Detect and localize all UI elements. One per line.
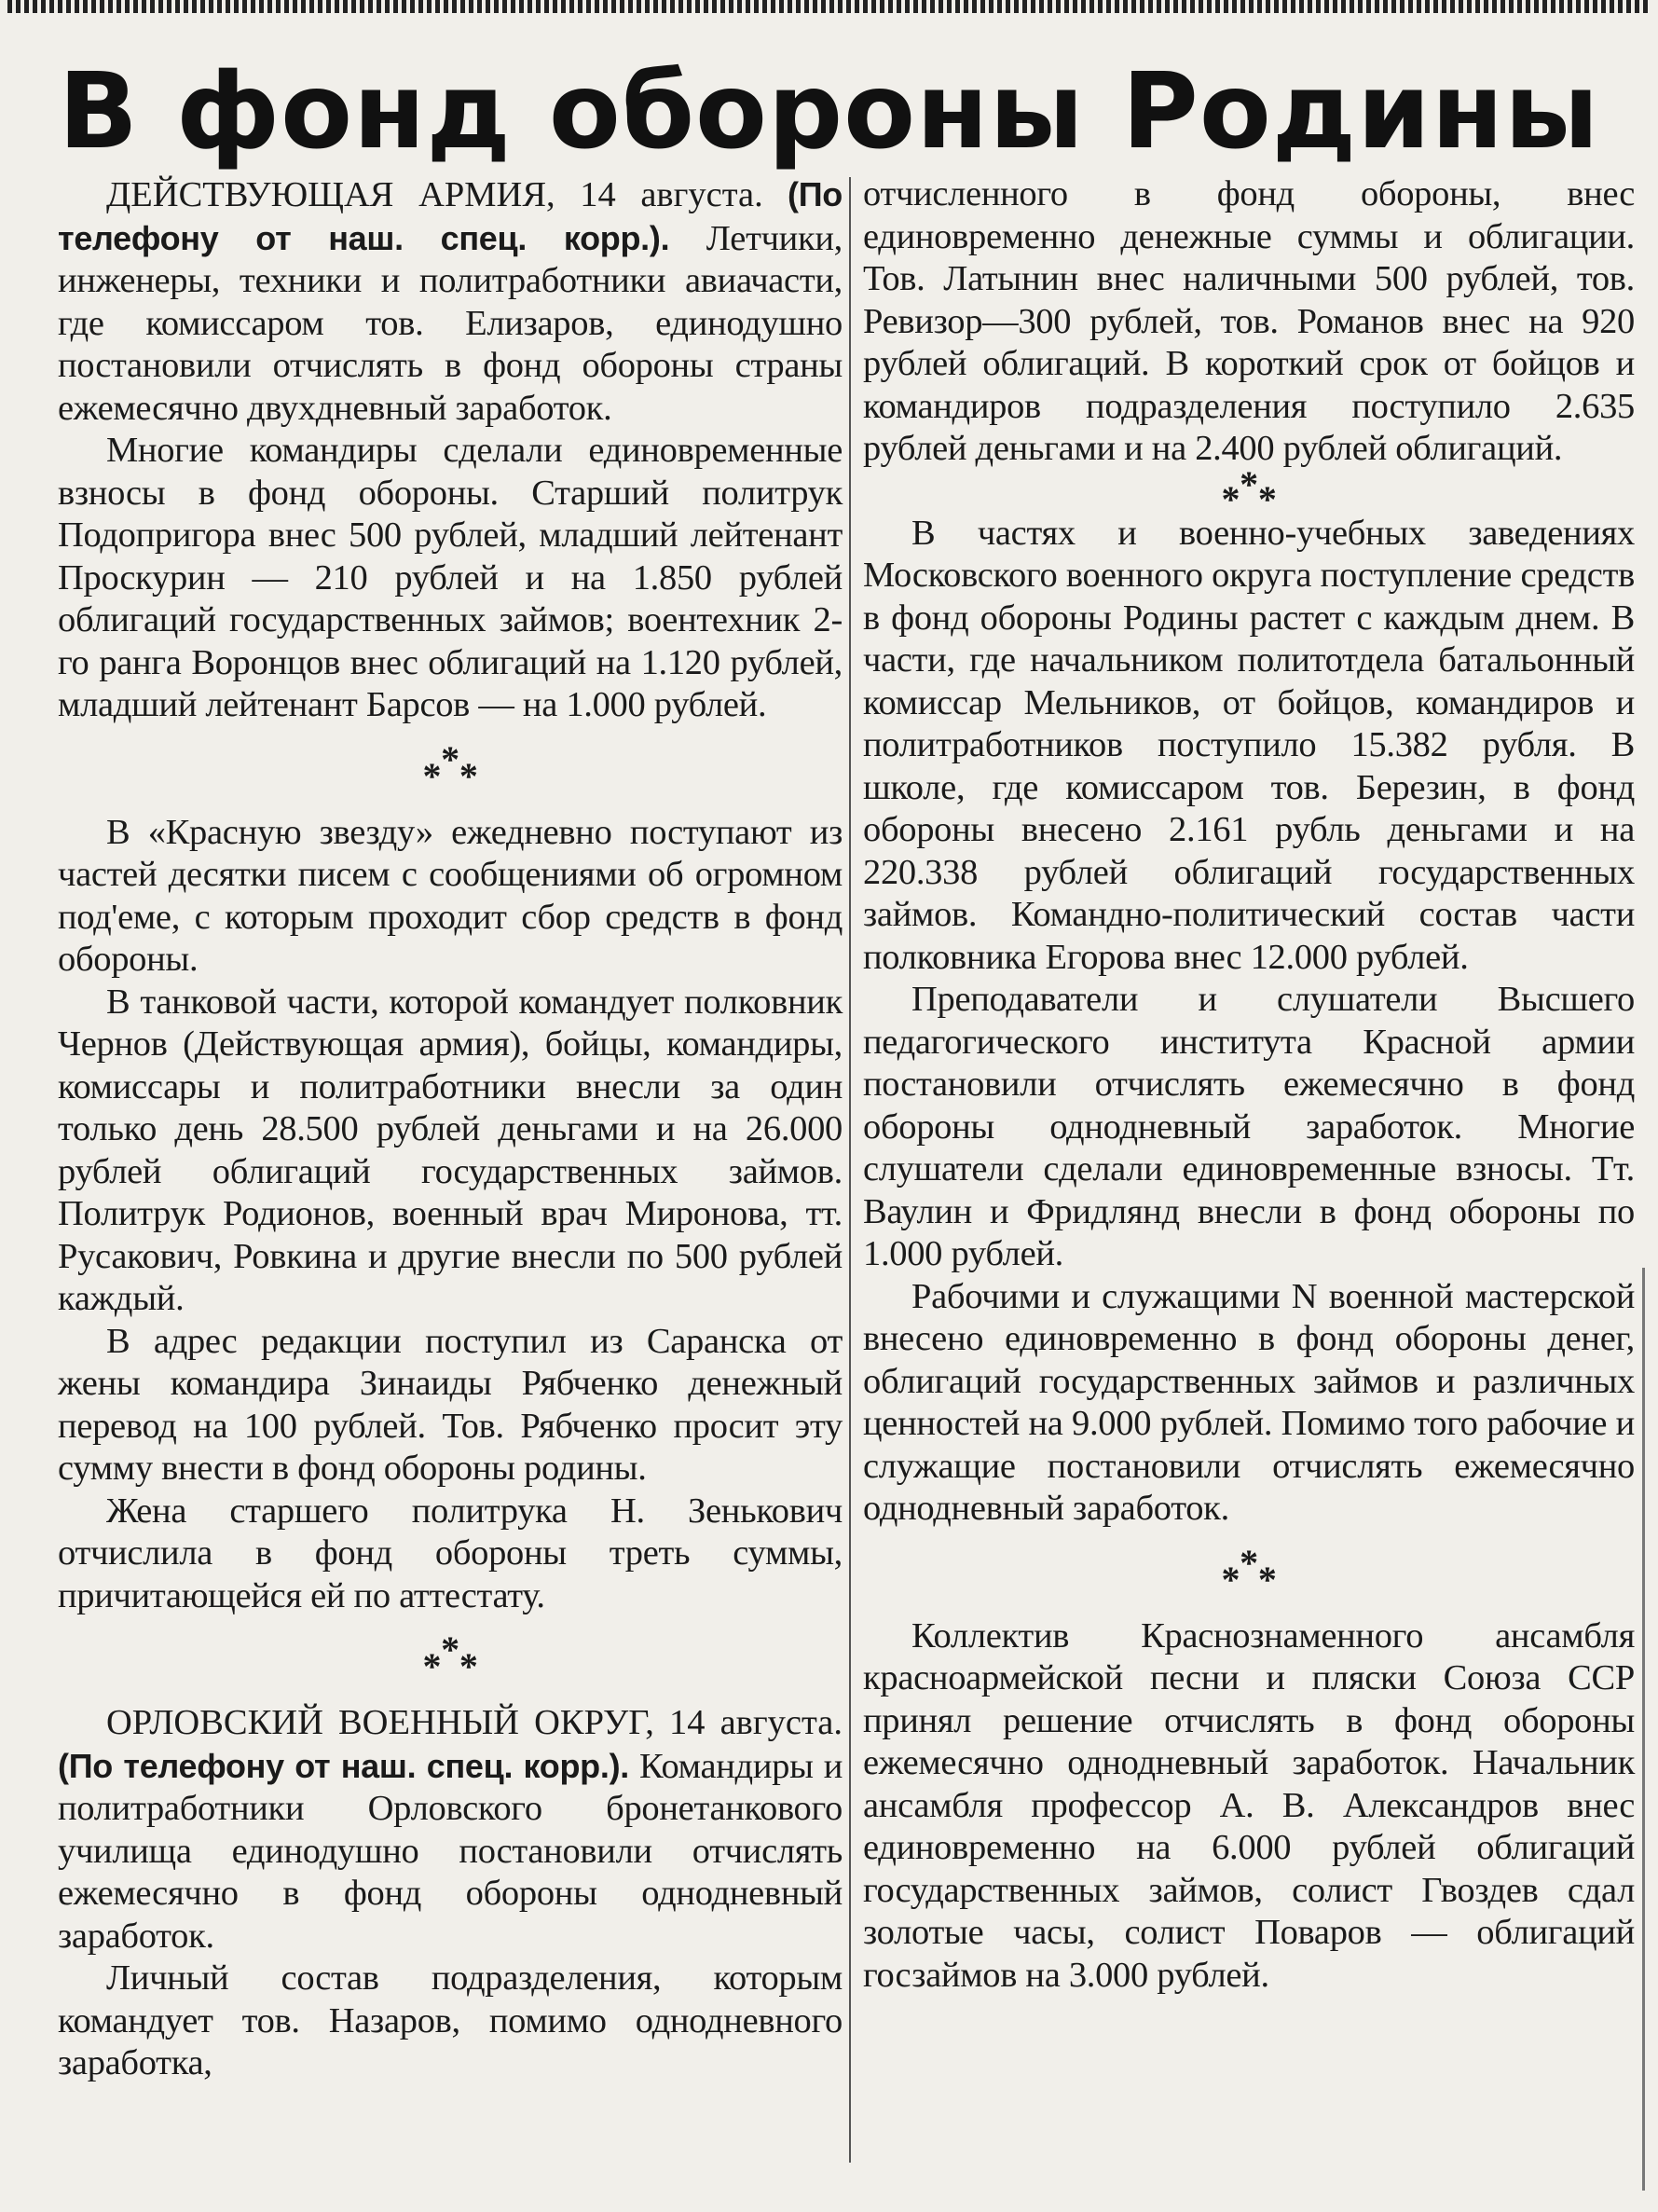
section-separator <box>863 1531 1635 1615</box>
separator-star: * <box>422 754 442 797</box>
dateline: ДЕЙСТВУЮЩАЯ АРМИЯ, 14 августа. <box>106 175 763 214</box>
separator-star: * <box>459 1645 478 1687</box>
paragraph-text: Командиры и политработники Орловского бронетанкового училища единодушно постановили отчислять ежемесячно в фонд обороны однодневный заработок. <box>58 1746 843 1956</box>
paragraph-nazarov-unit: Личный состав подразделения, которым командует тов. Назаров, помимо однодневного заработка, <box>58 1958 843 2082</box>
separator-star: * <box>441 737 459 780</box>
separator-star: * <box>459 754 478 797</box>
paragraph-nazarov-continued: отчисленного в фонд обороны, внес единовременно денежные суммы и облигации. Тов. Латынин внес наличными 500 рублей, тов. Ревизор—300 рублей, тов. Романов внес на 920 рублей облигаций. В короткий срок от бойцов и командиров подразделения поступило 2.635 рублей деньгами и на 2.400 рублей облигаций. <box>863 174 1635 468</box>
paragraph-letters: В «Красную звезду» ежедневно поступают из частей десятки писем с сообщениями об огромном под'еме, с которым проходит сбор средств в фонд обороны. <box>58 812 843 979</box>
separator-star: * <box>441 1628 459 1670</box>
right-edge-rule <box>1642 1268 1645 2191</box>
paragraph-moscow-district: В частях и военно-учебных заведениях Московского военного округа поступление средств в фонд обороны Родины растет с каждым днем. В части, где начальником политотдела батальонный комиссар Мельников, от бойцов, командиров и политработников поступило 15.382 рубля. В школе, где комиссаром тов. Березин, в фонд обороны внесено 2.161 рубль деньгами и на 220.338 рублей облигаций государственных займов. Командно-политический состав части полковника Егорова внес 12.000 рублей. <box>863 513 1635 977</box>
correspondent-credit: (По телефону от наш. спец. корр.). <box>58 175 843 257</box>
article-column-left <box>58 173 843 2085</box>
report-army-aviation <box>58 173 843 430</box>
dateline: ОРЛОВСКИЙ ВОЕННЫЙ ОКРУГ, 14 августа. <box>106 1703 843 1742</box>
paragraph-saransk-transfer: В адрес редакции поступил из Саранска от жены командира Зинаиды Рябченко денежный перевод на 100 рублей. Тов. Рябченко просит эту сумму внести в фонд обороны родины. <box>58 1321 843 1488</box>
separator-star: * <box>1257 477 1277 520</box>
column-divider <box>849 177 851 2163</box>
paragraph-military-workshop: Рабочими и служащими N военной мастерской внесено единовременно в фонд обороны денег, облигаций государственных займов и различных ценностей на 9.000 рублей. Помимо того рабочие и служащие постановили отчислять ежемесячно однодневный заработок. <box>863 1276 1635 1528</box>
paragraph-commanders-donations: Многие командиры сделали единовременные взносы в фонд обороны. Старший политрук Подопригора внес 500 рублей, младший лейтенант Проскурин — 210 рублей и на 1.850 рублей облигаций государственных займов; воентехник 2-го ранга Воронцов внес облигаций на 1.120 рублей, младший лейтенант Барсов — на 1.000 рублей. <box>58 431 843 724</box>
section-separator <box>58 727 843 812</box>
paragraph-tank-unit: В танковой части, которой командует полковник Чернов (Действующая армия), бойцы, командиры, комиссары и политработники внесли за один только день 28.500 рублей деньгами и на 26.000 рублей облигаций государственных займов. Политрук Родионов, военный врач Миронова, тт. Русакович, Ровкина и другие внесли по 500 рублей каждый. <box>58 982 843 1318</box>
separator-star: * <box>1240 462 1258 505</box>
article-column-right <box>863 173 1635 1997</box>
paragraph-song-ensemble: Коллектив Краснознаменного ансамбля красноармейской песни и пляски Союза ССР принял решение отчислять в фонд обороны ежемесячно однодневный заработок. Начальник ансамбля профессор А. В. Александров внес единовременно на 6.000 рублей облигаций государственных займов, солист Гвоздев сдал золотые часы, солист Поваров — облигаций госзаймов на 3.000 рублей. <box>863 1615 1635 1995</box>
paragraph-zenkovich: Жена старшего политрука Н. Зенькович отчислила в фонд обороны треть суммы, причитающейся ей по аттестату. <box>58 1491 843 1615</box>
page-headline: В фонд обороны Родины <box>58 51 1600 172</box>
separator-star: * <box>1221 1558 1240 1601</box>
separator-star: * <box>1221 477 1240 520</box>
separator-star: * <box>1257 1558 1277 1601</box>
paragraph-text: Летчики, инженеры, техники и политработники авиачасти, где комиссаром тов. Елизаров, единодушно постановили отчислять в фонд обороны страны ежемесячно двухдневный заработок. <box>58 218 843 428</box>
section-separator <box>863 462 1635 520</box>
correspondent-credit: (По телефону от наш. спец. корр.). <box>58 1746 629 1785</box>
section-separator <box>58 1617 843 1702</box>
top-border-rule <box>7 0 1651 13</box>
separator-star: * <box>1240 1541 1258 1584</box>
separator-star: * <box>422 1645 442 1687</box>
report-orel-district <box>58 1702 843 1958</box>
paragraph-pedagogical-institute: Преподаватели и слушатели Высшего педагогического института Красной армии постановили отчислять ежемесячно в фонд обороны однодневный заработок. Многие слушатели сделали единовременные взносы. Тт. Ваулин и Фридлянд внесли в фонд обороны по 1.000 рублей. <box>863 980 1635 1273</box>
